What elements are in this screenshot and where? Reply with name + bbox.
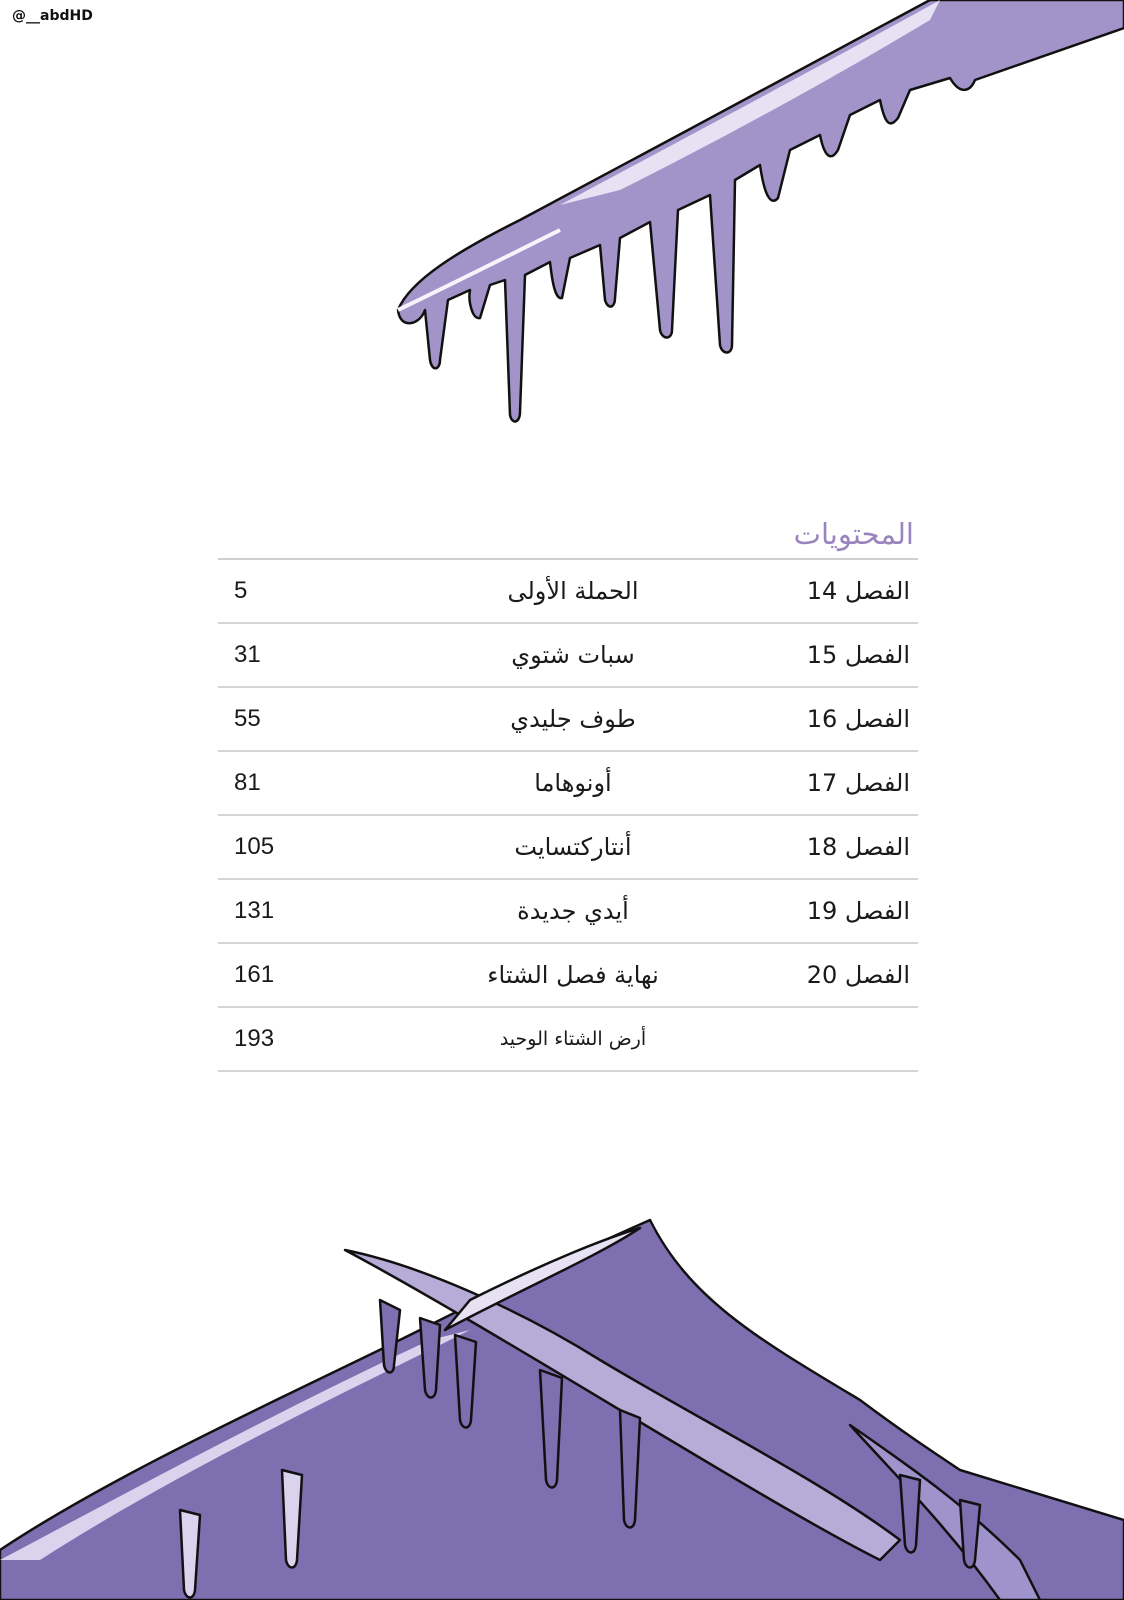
toc-page-number: 193: [234, 1025, 275, 1052]
toc-chapter-number: الفصل 18: [806, 833, 910, 861]
top-icicle-branch: [398, 0, 1124, 421]
toc-chapter-name: أرض الشتاء الوحيد: [499, 1028, 647, 1050]
bottom-icicle-cluster: [0, 1220, 1124, 1600]
table-of-contents: [218, 510, 918, 1072]
toc-chapter-name: طوف جليدي: [510, 705, 636, 733]
toc-chapter-name: نهاية فصل الشتاء: [487, 961, 659, 989]
toc-chapter-name: سبات شتوي: [511, 641, 635, 669]
toc-chapter-number: الفصل 15: [806, 641, 910, 669]
toc-chapter-number: الفصل 16: [806, 705, 910, 733]
toc-row: [218, 816, 918, 880]
toc-row: [218, 624, 918, 688]
toc-chapter-name: أيدي جديدة: [517, 897, 629, 925]
toc-page-number: 81: [234, 769, 261, 796]
watermark: @__abdHD: [12, 8, 93, 24]
toc-chapter-name: الحملة الأولى: [507, 577, 639, 605]
toc-row: [218, 944, 918, 1008]
toc-row: [218, 688, 918, 752]
toc-chapter-number: الفصل 19: [806, 897, 910, 925]
toc-row: [218, 1008, 918, 1072]
toc-chapter-name: أنتاركتسايت: [514, 833, 632, 861]
toc-page-number: 161: [234, 961, 275, 988]
toc-page-number: 5: [234, 577, 248, 604]
toc-title: المحتويات: [218, 510, 918, 560]
toc-row: [218, 880, 918, 944]
toc-page-number: 131: [234, 897, 275, 924]
toc-chapter-number: الفصل 14: [806, 577, 910, 605]
toc-row: [218, 752, 918, 816]
toc-page-number: 55: [234, 705, 261, 732]
toc-chapter-number: الفصل 17: [806, 769, 910, 797]
toc-row: [218, 560, 918, 624]
toc-chapter-number: الفصل 20: [806, 961, 910, 989]
toc-page-number: 31: [234, 641, 261, 668]
toc-page-number: 105: [234, 833, 275, 860]
toc-chapter-name: أونوهاما: [534, 769, 612, 797]
